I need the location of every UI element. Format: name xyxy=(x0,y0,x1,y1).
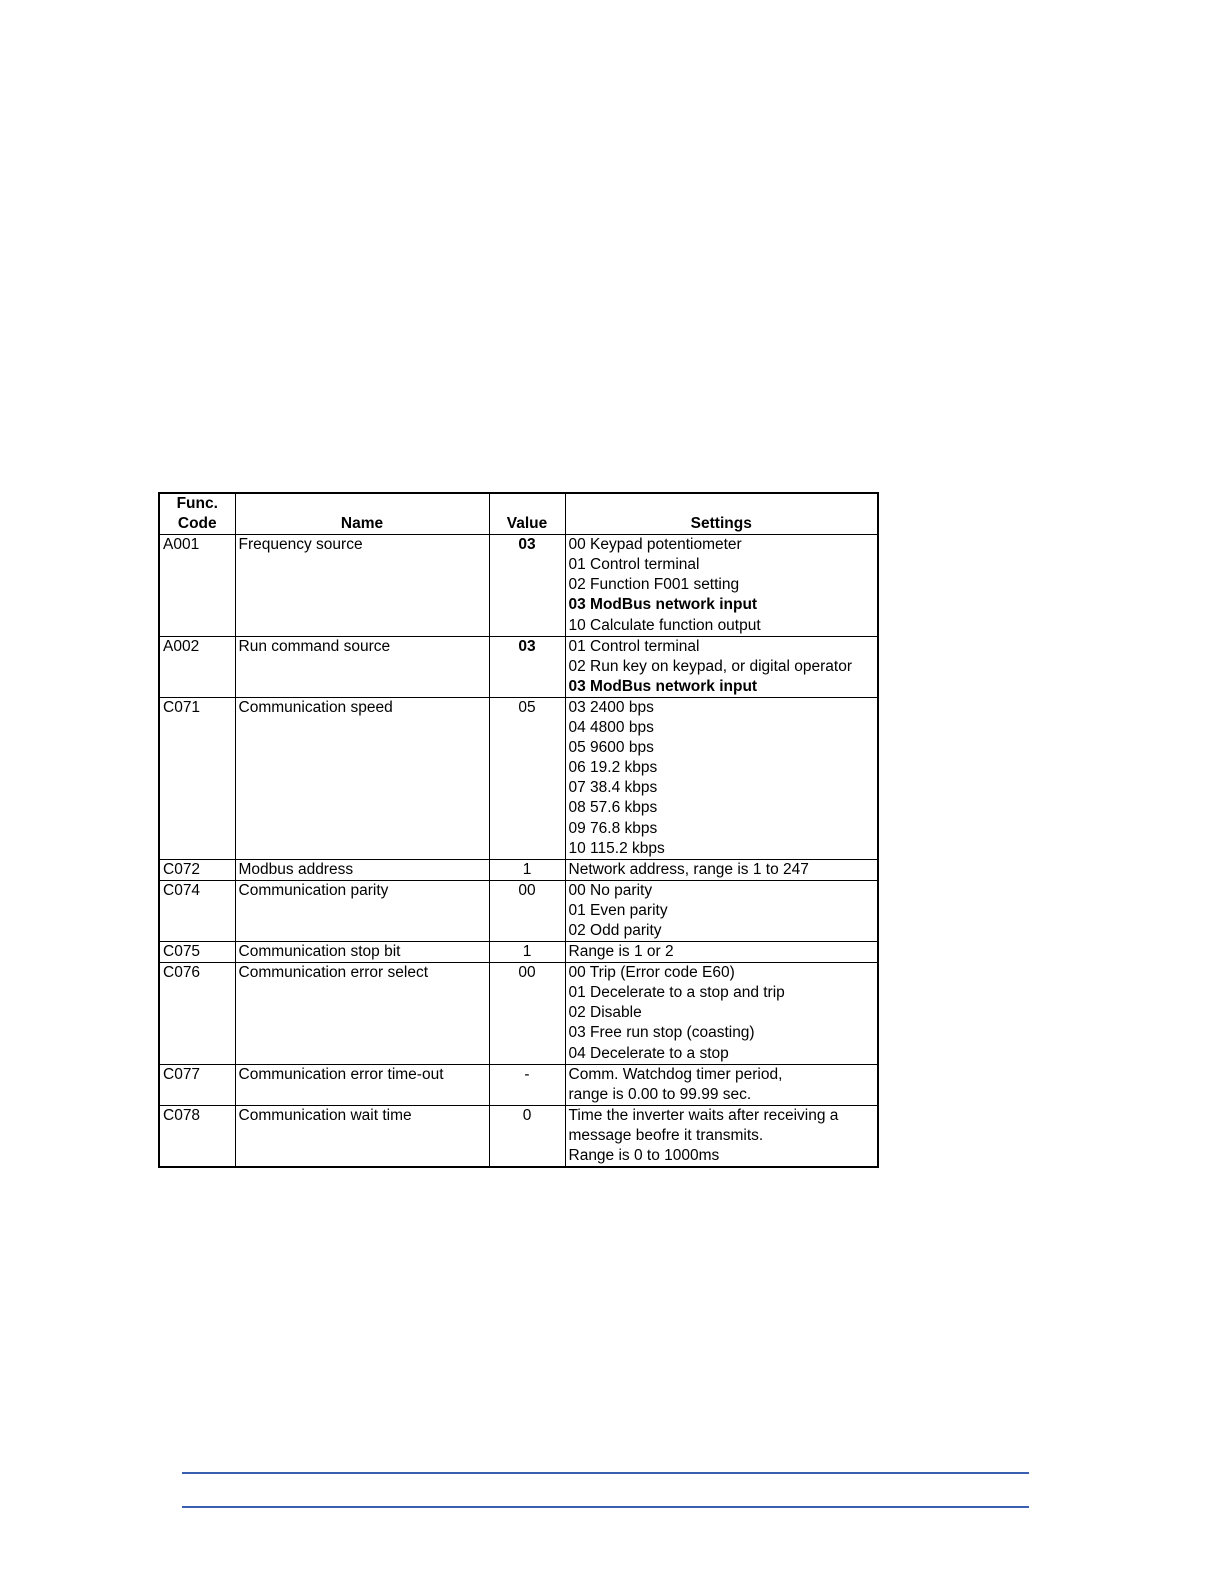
name-cell: Communication stop bit xyxy=(235,942,489,963)
name-cell: Communication error time-out xyxy=(235,1064,489,1105)
parameter-table xyxy=(158,492,879,1168)
value-cell: 05 xyxy=(489,697,565,859)
table-row xyxy=(159,1105,878,1167)
name-cell: Communication parity xyxy=(235,880,489,941)
header-func-code-line2: Code xyxy=(177,515,217,533)
setting-option: 00 Trip (Error code E60) xyxy=(568,964,735,982)
func-code-cell: C078 xyxy=(159,1105,235,1167)
value-cell: 00 xyxy=(489,880,565,941)
setting-option: Range is 0 to 1000ms xyxy=(568,1147,720,1164)
settings-cell xyxy=(565,535,878,636)
setting-option: 00 Keypad potentiometer xyxy=(568,536,742,554)
setting-option: 09 76.8 kbps xyxy=(568,819,658,837)
func-code-cell: C076 xyxy=(159,963,235,1064)
func-code-cell: C077 xyxy=(159,1064,235,1105)
table-row xyxy=(159,697,878,859)
header-func-code xyxy=(159,493,235,535)
value-cell: - xyxy=(489,1064,565,1105)
settings-cell xyxy=(565,636,878,697)
setting-option: 01 Control terminal xyxy=(568,556,700,574)
setting-option: 03 Free run stop (coasting) xyxy=(568,1024,755,1042)
name-cell: Communication error select xyxy=(235,963,489,1064)
setting-option: 06 19.2 kbps xyxy=(568,759,658,777)
header-value: Value xyxy=(489,493,565,535)
name-cell: Run command source xyxy=(235,636,489,697)
setting-option: Network address, range is 1 to 247 xyxy=(568,860,809,878)
name-cell: Communication speed xyxy=(235,697,489,859)
setting-option: 02 Run key on keypad, or digital operator xyxy=(568,657,852,675)
setting-option: 01 Control terminal xyxy=(568,637,700,655)
table-row xyxy=(159,942,878,963)
settings-cell xyxy=(565,1064,878,1105)
func-code-cell: C074 xyxy=(159,880,235,941)
table-row xyxy=(159,1064,878,1105)
setting-option: Comm. Watchdog timer period, xyxy=(568,1065,783,1083)
value-cell: 1 xyxy=(489,942,565,963)
table-body xyxy=(159,535,878,1167)
settings-cell xyxy=(565,963,878,1064)
func-code-cell: A001 xyxy=(159,535,235,636)
value-cell: 00 xyxy=(489,963,565,1064)
setting-option: Range is 1 or 2 xyxy=(568,943,674,961)
setting-option: 02 Odd parity xyxy=(568,921,662,939)
header-name: Name xyxy=(235,493,489,535)
setting-option: Time the inverter waits after receiving a xyxy=(568,1106,839,1124)
settings-cell xyxy=(565,1105,878,1167)
setting-option: 04 Decelerate to a stop xyxy=(568,1044,729,1062)
name-cell: Frequency source xyxy=(235,535,489,636)
value-cell: 0 xyxy=(489,1105,565,1167)
table-row xyxy=(159,963,878,1064)
settings-cell xyxy=(565,942,878,963)
name-cell: Communication wait time xyxy=(235,1105,489,1167)
func-code-cell: C072 xyxy=(159,859,235,880)
setting-option: 01 Decelerate to a stop and trip xyxy=(568,984,785,1002)
setting-option: 10 115.2 kbps xyxy=(568,839,665,857)
settings-cell xyxy=(565,859,878,880)
setting-option: 10 Calculate function output xyxy=(568,616,761,634)
footer-rule-bottom xyxy=(182,1506,1029,1508)
setting-option: 08 57.6 kbps xyxy=(568,799,658,817)
settings-cell xyxy=(565,697,878,859)
header-settings: Settings xyxy=(565,493,878,535)
func-code-cell: A002 xyxy=(159,636,235,697)
setting-option: 02 Function F001 setting xyxy=(568,576,740,594)
footer-rule-top xyxy=(182,1472,1029,1474)
name-cell: Modbus address xyxy=(235,859,489,880)
table-row xyxy=(159,535,878,636)
table-row xyxy=(159,636,878,697)
table-row xyxy=(159,859,878,880)
func-code-cell: C075 xyxy=(159,942,235,963)
setting-option: 04 4800 bps xyxy=(568,719,654,737)
settings-cell xyxy=(565,880,878,941)
setting-option: 05 9600 bps xyxy=(568,739,654,757)
table-header-row xyxy=(159,493,878,535)
setting-option: range is 0.00 to 99.99 sec. xyxy=(568,1085,752,1103)
setting-option: 00 No parity xyxy=(568,881,653,899)
setting-option: 02 Disable xyxy=(568,1004,642,1022)
setting-option: 01 Even parity xyxy=(568,901,668,919)
setting-option: 03 ModBus network input xyxy=(568,596,758,614)
value-cell: 03 xyxy=(489,636,565,697)
table-row xyxy=(159,880,878,941)
value-cell: 1 xyxy=(489,859,565,880)
setting-option: 07 38.4 kbps xyxy=(568,779,658,797)
setting-option: 03 2400 bps xyxy=(568,698,654,716)
setting-option: 03 ModBus network input xyxy=(568,677,758,695)
header-func-code-line1: Func. xyxy=(176,495,218,512)
setting-option: message beofre it transmits. xyxy=(568,1126,764,1144)
func-code-cell: C071 xyxy=(159,697,235,859)
value-cell: 03 xyxy=(489,535,565,636)
